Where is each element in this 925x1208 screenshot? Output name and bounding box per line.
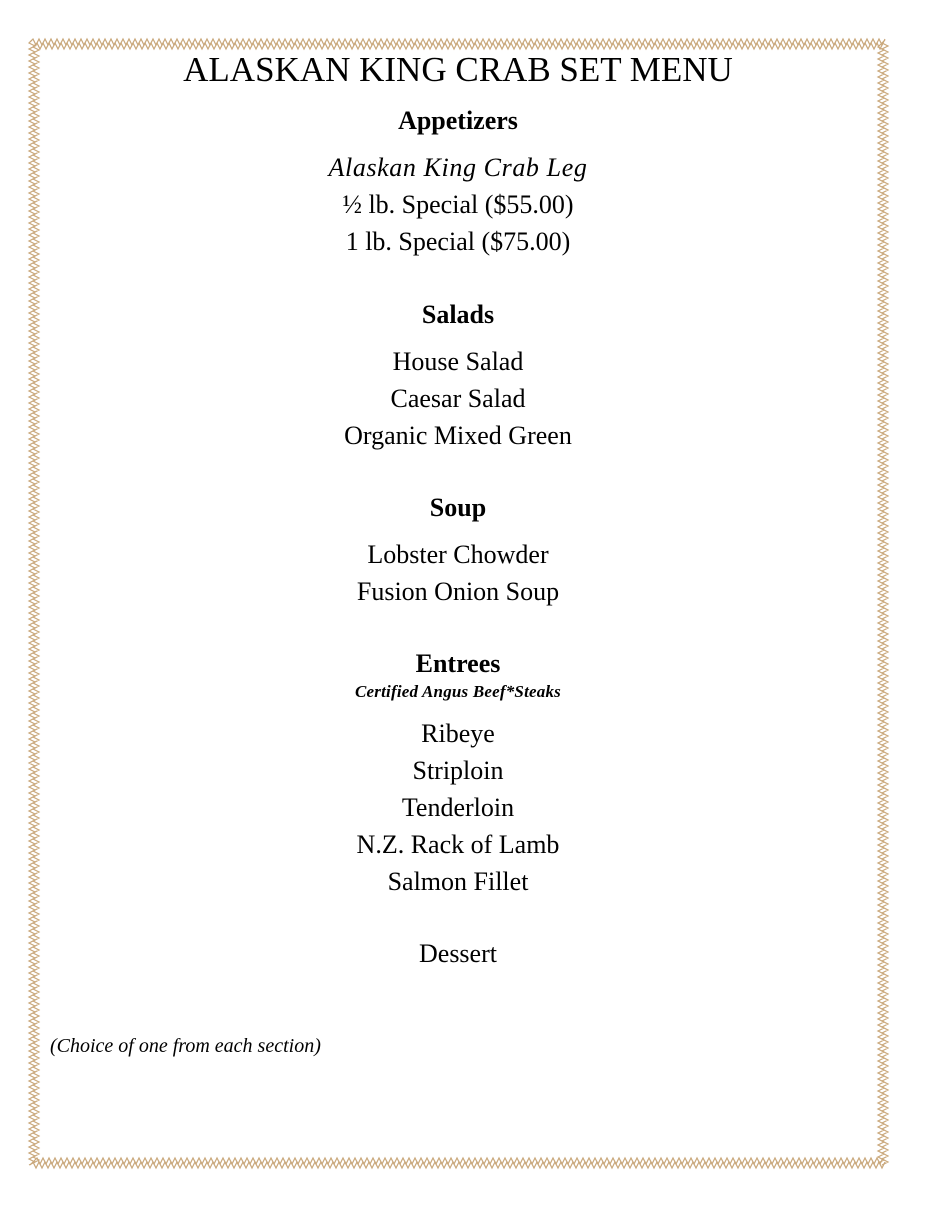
entree-item-rack-of-lamb: N.Z. Rack of Lamb	[356, 830, 560, 859]
choice-footnote: (Choice of one from each section)	[50, 1035, 321, 1057]
entree-item-striploin: Striploin	[412, 756, 504, 785]
soup-heading: Soup	[429, 493, 487, 522]
dessert-line: Dessert	[419, 939, 497, 968]
salad-item-house: House Salad	[392, 347, 524, 376]
border-zigzag-line	[30, 1162, 885, 1168]
entree-item-tenderloin: Tenderloin	[401, 793, 515, 822]
salads-heading: Salads	[421, 300, 495, 329]
appetizer-item-one-lb-special: 1 lb. Special ($75.00)	[345, 227, 571, 256]
appetizer-item-half-lb-special: ½ lb. Special ($55.00)	[342, 190, 574, 219]
entree-item-ribeye: Ribeye	[421, 719, 495, 748]
soup-item-fusion-onion: Fusion Onion Soup	[356, 577, 560, 606]
appetizers-heading: Appetizers	[398, 106, 518, 135]
soup-item-lobster-chowder: Lobster Chowder	[367, 540, 549, 569]
menu-title: ALASKAN KING CRAB SET MENU	[183, 50, 733, 89]
entree-item-salmon-fillet: Salmon Fillet	[387, 867, 529, 896]
salad-item-caesar: Caesar Salad	[390, 384, 526, 413]
entrees-heading: Entrees	[415, 649, 501, 678]
appetizer-item-king-crab-leg: Alaskan King Crab Leg	[328, 153, 588, 182]
entrees-subheading: Certified Angus Beef*Steaks	[355, 682, 561, 701]
salad-item-organic-mixed-green: Organic Mixed Green	[344, 421, 572, 450]
